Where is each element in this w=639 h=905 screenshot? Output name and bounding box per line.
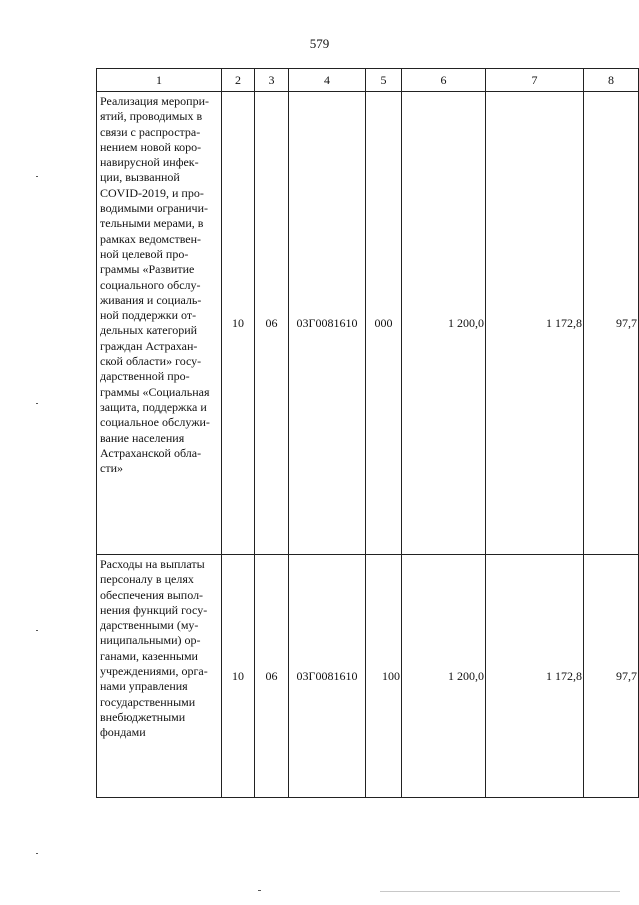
page-number: 579: [309, 36, 330, 51]
description-line: рамках ведомствен-: [100, 231, 202, 246]
header-col-7: 7: [486, 69, 584, 92]
description-line: дарственной про-: [100, 369, 190, 384]
section-code: 10: [222, 92, 255, 555]
description-line: дельных категорий: [100, 323, 198, 338]
scan-speck: [36, 853, 38, 854]
description-line: граждан Астрахан-: [100, 338, 198, 353]
header-col-8: 8: [584, 69, 639, 92]
description-line: Расходы на выплаты: [100, 557, 205, 571]
description-line: защита, поддержка и: [100, 399, 207, 414]
scan-speck: [380, 891, 620, 892]
description-line: фондами: [100, 725, 146, 740]
scan-speck: [36, 176, 38, 177]
description-line: COVID-2019, и про-: [100, 185, 204, 200]
description-line: ции, вызванной: [100, 170, 180, 185]
header-col-4: 4: [289, 69, 366, 92]
description-line: государственными: [100, 694, 196, 709]
target-article-code: 03Г0081610: [289, 555, 366, 798]
table-row: [97, 555, 639, 798]
description-line: граммы «Социальная: [100, 384, 210, 399]
description-line: обеспечения выпол-: [100, 587, 204, 602]
description-line: ниципальными) ор-: [100, 633, 201, 648]
planned-amount: 1 200,0: [402, 555, 486, 798]
description-line: вание населения: [100, 430, 185, 445]
subsection-code: 06: [255, 555, 289, 798]
expense-type-code: 000: [366, 92, 402, 555]
description-line: сти»: [100, 461, 123, 476]
description-line: персоналу в целях: [100, 572, 194, 587]
description-line: ятий, проводимых в: [100, 109, 203, 124]
execution-percent: 97,7: [584, 92, 639, 555]
description-line: ной поддержки от-: [100, 308, 197, 323]
target-article-code: 03Г0081610: [289, 92, 366, 555]
description-line: нения функций госу-: [100, 602, 208, 617]
description-line: Астраханской обла-: [100, 445, 202, 460]
description-line: внебюджетными: [100, 709, 186, 724]
row-description: [97, 555, 222, 798]
description-line: Реализация меропри-: [100, 94, 210, 108]
description-line: навирусной инфек-: [100, 155, 199, 170]
description-line: социального обслу-: [100, 277, 201, 292]
expense-type-code: 100: [366, 555, 402, 798]
description-line: ской области» госу-: [100, 354, 202, 369]
executed-amount: 1 172,8: [486, 555, 584, 798]
description-line: учреждениями, орга-: [100, 664, 208, 679]
row-description: [97, 92, 222, 555]
scan-speck: [258, 890, 261, 891]
table-row: [97, 92, 639, 555]
header-col-2: 2: [222, 69, 255, 92]
header-col-6: 6: [402, 69, 486, 92]
executed-amount: 1 172,8: [486, 92, 584, 555]
description-line: дарственными (му-: [100, 618, 199, 633]
section-code: 10: [222, 555, 255, 798]
description-line: тельными мерами, в: [100, 216, 204, 231]
description-line: ной целевой про-: [100, 246, 189, 261]
scan-speck: [36, 403, 38, 404]
description-line: граммы «Развитие: [100, 262, 195, 277]
description-line: ганами, казенными: [100, 648, 198, 663]
header-col-1: 1: [97, 69, 222, 92]
header-col-5: 5: [366, 69, 402, 92]
description-line: социальное обслужи-: [100, 415, 210, 430]
budget-table: [96, 68, 639, 798]
header-col-3: 3: [255, 69, 289, 92]
subsection-code: 06: [255, 92, 289, 555]
description-line: водимыми ограничи-: [100, 201, 208, 216]
description-line: нами управления: [100, 679, 188, 694]
description-line: связи с распростра-: [100, 124, 201, 139]
planned-amount: 1 200,0: [402, 92, 486, 555]
description-line: живания и социаль-: [100, 292, 202, 307]
header-row: [97, 69, 639, 92]
execution-percent: 97,7: [584, 555, 639, 798]
description-line: нением новой коро-: [100, 139, 202, 154]
scan-speck: [36, 630, 38, 631]
